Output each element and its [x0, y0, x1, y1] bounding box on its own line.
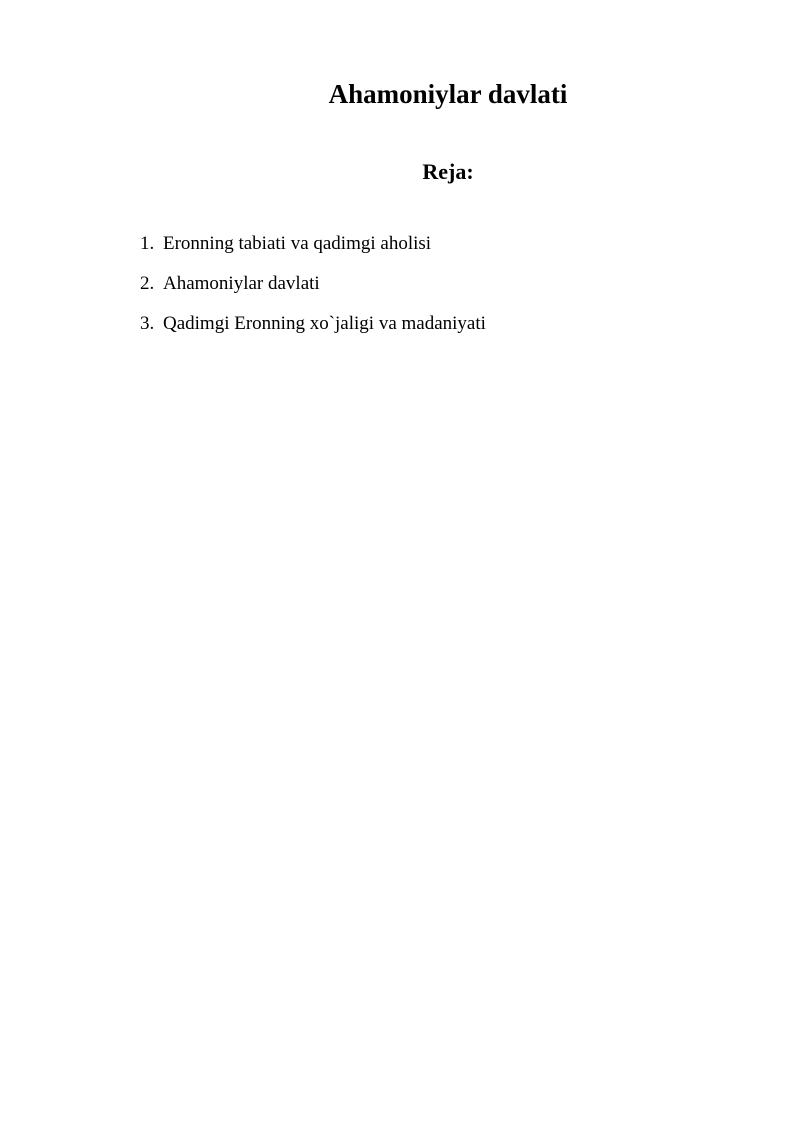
list-item-number: 3.	[140, 313, 155, 334]
list-item-text: Eronning tabiati va qadimgi aholisi	[163, 233, 432, 254]
list-item	[140, 310, 486, 350]
list-item-text: Ahamoniylar davlati	[163, 273, 320, 294]
plan-list	[140, 230, 486, 350]
list-item-number: 1.	[140, 233, 155, 254]
list-item-text: Qadimgi Eronning xo`jaligi va madaniyati	[163, 313, 486, 334]
plan-heading: Reja:	[422, 159, 474, 184]
list-item	[140, 230, 486, 270]
page-title: Ahamoniylar davlati	[328, 79, 568, 109]
list-item	[140, 270, 486, 310]
list-item-number: 2.	[140, 273, 155, 294]
